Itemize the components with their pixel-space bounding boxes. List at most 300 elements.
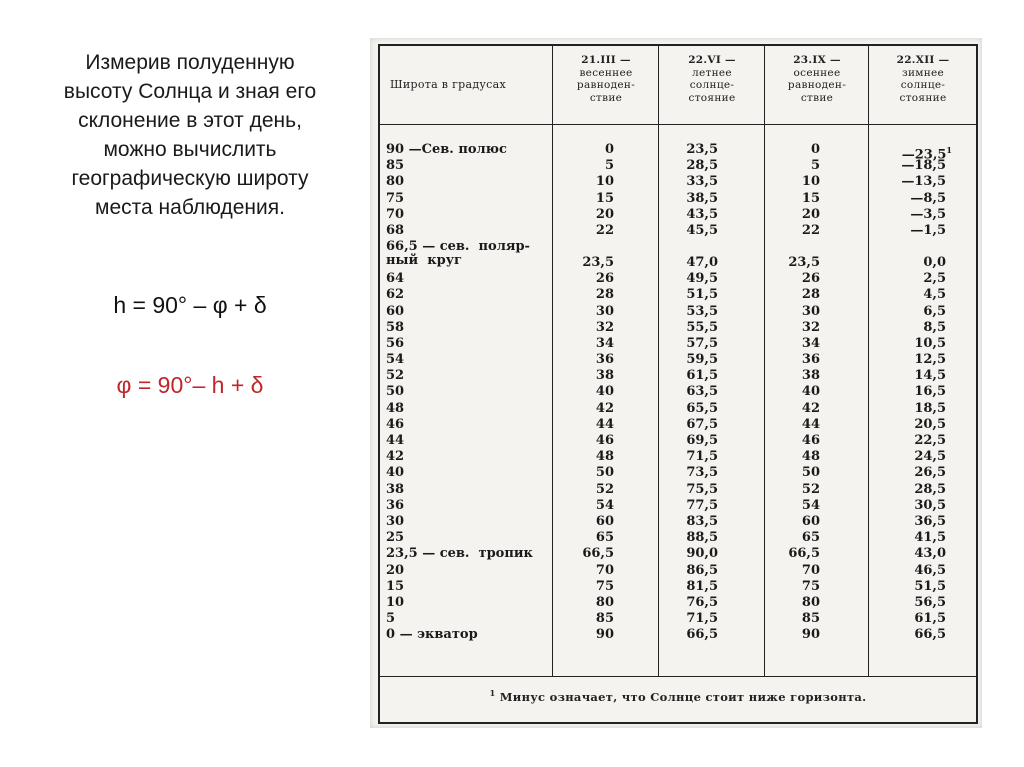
altitude-cell: [802, 417, 820, 433]
altitude-cell: [802, 514, 820, 530]
altitude-cell: [923, 304, 946, 320]
latitude-cell: 64: [386, 271, 405, 287]
altitude-value: 46: [595, 433, 614, 448]
altitude-cell: [686, 304, 718, 320]
table-row: [380, 611, 976, 627]
latitude-cell: 60: [386, 303, 405, 319]
latitude-cell: 38: [386, 481, 405, 497]
altitude-cell: [596, 304, 614, 320]
altitude-value: 49,5: [686, 271, 718, 287]
altitude-value: 10,5: [914, 335, 946, 351]
altitude-cell: [582, 255, 614, 271]
header-line: зимнее: [901, 66, 945, 79]
explanation-line: Измерив полуденную: [85, 51, 295, 74]
altitude-cell: [596, 287, 614, 303]
altitude-cell: [802, 336, 820, 352]
altitude-cell: [596, 433, 614, 449]
header-date: 21.III —: [581, 54, 631, 66]
header-date: 22.VI —: [688, 54, 736, 66]
altitude-value: —8,5: [910, 190, 946, 206]
altitude-cell: [596, 563, 614, 579]
altitude-cell: [596, 336, 614, 352]
header-line: солнце-: [689, 79, 735, 91]
altitude-cell: [802, 498, 820, 514]
footer-divider: [380, 676, 976, 677]
altitude-value: 67,5: [686, 416, 718, 432]
altitude-value: 34: [595, 335, 614, 351]
header-divider: [380, 124, 976, 125]
altitude-value: 47,0: [686, 255, 718, 271]
altitude-value: 46: [801, 433, 820, 448]
table-row: [380, 530, 976, 546]
altitude-value: 60: [801, 513, 820, 529]
altitude-cell: [923, 287, 946, 303]
altitude-cell: [582, 546, 614, 562]
altitude-cell: [914, 384, 946, 400]
altitude-value: 44: [801, 416, 820, 432]
altitude-value: 54: [801, 497, 820, 513]
altitude-value: 80: [801, 594, 820, 610]
altitude-value: 70: [595, 562, 614, 578]
table-row: [380, 498, 976, 514]
latitude-cell-continued: ный круг: [386, 253, 463, 269]
altitude-cell: [914, 563, 946, 579]
latitude-cell: 5: [386, 611, 396, 627]
altitude-value: 63,5: [686, 384, 718, 400]
altitude-value: 5: [810, 158, 820, 174]
table-row: [380, 433, 976, 449]
altitude-cell: [686, 579, 718, 595]
altitude-cell: [596, 223, 614, 239]
altitude-value: 20: [595, 206, 614, 222]
altitude-cell: [686, 320, 718, 336]
table-body: [380, 142, 976, 643]
altitude-cell: [914, 465, 946, 481]
header-line: летнее: [692, 66, 732, 79]
altitude-value: 38,5: [686, 190, 718, 206]
latitude-cell: 40: [386, 465, 405, 481]
altitude-cell: [914, 352, 946, 368]
altitude-value: 30: [595, 303, 614, 319]
altitude-value: 85: [595, 611, 614, 627]
scanned-table-image: [370, 38, 982, 728]
altitude-cell: [686, 514, 718, 530]
table-row: [380, 158, 976, 174]
altitude-value: 52: [801, 481, 820, 497]
altitude-cell: [596, 482, 614, 498]
altitude-value: 52: [595, 481, 614, 497]
altitude-cell: [686, 207, 718, 223]
altitude-cell: [686, 563, 718, 579]
altitude-cell: [802, 174, 820, 190]
table-row: [380, 287, 976, 303]
table-row: [380, 352, 976, 368]
altitude-value: —18,5: [901, 158, 946, 174]
altitude-cell: [802, 207, 820, 223]
altitude-cell: [914, 595, 946, 611]
header-date: 23.IX —: [793, 54, 841, 66]
explanation-line: склонение в этот день,: [78, 109, 302, 132]
altitude-value: 36: [595, 352, 614, 368]
altitude-cell: [596, 465, 614, 481]
table-row: [380, 320, 976, 336]
altitude-value: 22: [801, 222, 820, 238]
altitude-value: 26: [595, 271, 614, 287]
altitude-value: 32: [801, 319, 820, 335]
altitude-cell: [686, 482, 718, 498]
latitude-cell: 44: [386, 433, 405, 448]
altitude-value: 23,5: [686, 142, 718, 157]
altitude-cell: [686, 191, 718, 207]
altitude-cell: [788, 546, 820, 562]
altitude-cell: [686, 546, 718, 562]
altitude-cell: [686, 287, 718, 303]
altitude-cell: [914, 449, 946, 465]
table-row: [380, 546, 976, 562]
altitude-value: 20: [801, 206, 820, 222]
altitude-value: 16,5: [914, 384, 946, 400]
header-date: 22.XII —: [896, 54, 950, 66]
altitude-value: 65: [801, 530, 820, 546]
table-row: [380, 304, 976, 320]
table-row: [380, 465, 976, 481]
altitude-cell: [686, 223, 718, 239]
altitude-value: 86,5: [686, 562, 718, 578]
header-autumn-equinox: [766, 54, 868, 104]
altitude-value: 26,5: [914, 465, 946, 481]
altitude-cell: [596, 320, 614, 336]
header-line: солнце-: [900, 79, 946, 91]
altitude-value: 66,5: [914, 627, 946, 643]
altitude-value: 2,5: [923, 271, 946, 287]
altitude-value: 50: [801, 465, 820, 481]
sun-altitude-table: [378, 44, 978, 724]
altitude-value: 20,5: [914, 416, 946, 432]
altitude-cell: [596, 611, 614, 627]
altitude-value: 54: [595, 497, 614, 513]
altitude-cell: [811, 158, 820, 174]
latitude-cell: 80: [386, 174, 405, 190]
header-latitude: Широта в градусах: [390, 78, 507, 91]
altitude-value: 45,5: [686, 222, 718, 238]
table-row: [380, 191, 976, 207]
altitude-cell: [923, 271, 946, 287]
table-row: [380, 563, 976, 579]
altitude-cell: [596, 498, 614, 514]
altitude-cell: [686, 627, 718, 643]
altitude-value: 66,5: [788, 546, 820, 562]
altitude-value: 44: [595, 416, 614, 432]
header-spring-equinox: [554, 54, 658, 104]
altitude-value: 0: [604, 142, 614, 157]
footnote-reference: 1: [946, 145, 952, 155]
altitude-cell: [923, 320, 946, 336]
altitude-value: 36,5: [914, 513, 946, 529]
explanation-line: места наблюдения.: [95, 196, 285, 219]
altitude-value: 38: [595, 368, 614, 384]
altitude-value: 46,5: [914, 562, 946, 578]
altitude-cell: [686, 498, 718, 514]
altitude-cell: [914, 611, 946, 627]
altitude-cell: [596, 530, 614, 546]
altitude-cell: [788, 255, 820, 271]
latitude-cell: 30: [386, 513, 405, 529]
latitude-cell: 52: [386, 368, 405, 384]
altitude-cell: [686, 449, 718, 465]
altitude-cell: [596, 207, 614, 223]
header-summer-solstice: [660, 54, 764, 104]
altitude-value: 65,5: [686, 400, 718, 416]
altitude-cell: [596, 579, 614, 595]
altitude-cell: [802, 627, 820, 643]
altitude-cell: [802, 401, 820, 417]
altitude-value: 60: [595, 513, 614, 529]
altitude-value: 33,5: [686, 174, 718, 190]
altitude-value: 15: [801, 190, 820, 206]
header-line: равноден-: [576, 79, 636, 91]
altitude-cell: [596, 368, 614, 384]
altitude-value: —1,5: [910, 222, 946, 238]
altitude-value: 6,5: [923, 303, 946, 319]
altitude-cell: [802, 595, 820, 611]
latitude-cell: 58: [386, 319, 405, 335]
altitude-cell: [802, 368, 820, 384]
explanation-line: можно вычислить: [103, 138, 277, 161]
latitude-cell: 25: [386, 530, 405, 546]
altitude-value: 41,5: [914, 530, 946, 546]
altitude-cell: [802, 433, 820, 449]
altitude-value: 75: [801, 578, 820, 594]
altitude-value: 36: [801, 352, 820, 368]
altitude-cell: [923, 255, 946, 271]
altitude-value: 61,5: [686, 368, 718, 384]
table-row: [380, 482, 976, 498]
altitude-cell: [686, 336, 718, 352]
table-row: [380, 174, 976, 190]
altitude-cell: [802, 287, 820, 303]
altitude-cell: [910, 223, 946, 239]
altitude-value: 90: [801, 627, 820, 643]
table-row: [380, 239, 976, 271]
altitude-cell: [802, 223, 820, 239]
altitude-value: 53,5: [686, 303, 718, 319]
table-row: [380, 271, 976, 287]
altitude-value: 42: [595, 400, 614, 416]
altitude-value: 43,5: [686, 206, 718, 222]
altitude-cell: [914, 401, 946, 417]
altitude-cell: [802, 304, 820, 320]
altitude-cell: [802, 482, 820, 498]
altitude-cell: [686, 368, 718, 384]
altitude-cell: [596, 401, 614, 417]
altitude-value: 51,5: [686, 287, 718, 303]
latitude-cell: 90 —Сев. полюс: [386, 142, 507, 157]
altitude-cell: [686, 174, 718, 190]
altitude-value: 61,5: [914, 611, 946, 627]
formula-latitude: φ = 90°– h + δ: [116, 372, 264, 398]
table-row: [380, 449, 976, 465]
latitude-cell: 36: [386, 497, 405, 513]
altitude-cell: [802, 449, 820, 465]
altitude-value: 55,5: [686, 319, 718, 335]
altitude-value: 30,5: [914, 497, 946, 513]
altitude-value: 81,5: [686, 578, 718, 594]
altitude-value: 51,5: [914, 578, 946, 594]
explanation-line: высоту Солнца и зная его: [63, 80, 317, 103]
altitude-cell: [901, 158, 946, 174]
altitude-cell: [802, 579, 820, 595]
altitude-cell: [596, 595, 614, 611]
header-line: ствие: [589, 91, 623, 104]
altitude-cell: [686, 352, 718, 368]
altitude-cell: [686, 595, 718, 611]
altitude-cell: [596, 627, 614, 643]
table-row: [380, 417, 976, 433]
altitude-value: 75,5: [686, 481, 718, 497]
altitude-cell: [802, 611, 820, 627]
altitude-cell: [914, 546, 946, 562]
altitude-cell: [910, 207, 946, 223]
latitude-cell: 75: [386, 190, 405, 206]
altitude-cell: [802, 384, 820, 400]
altitude-cell: [914, 433, 946, 449]
latitude-cell: 46: [386, 416, 405, 432]
altitude-value: 23,5: [788, 255, 820, 271]
latitude-cell: 66,5 — сев. поляр-: [386, 239, 530, 255]
altitude-cell: [802, 465, 820, 481]
latitude-cell: 48: [386, 400, 405, 416]
altitude-value: 32: [595, 319, 614, 335]
table-row: [380, 223, 976, 239]
altitude-cell: [605, 158, 614, 174]
altitude-value: 42: [801, 400, 820, 416]
table-row: [380, 142, 976, 163]
altitude-value: 22,5: [914, 433, 946, 448]
latitude-cell: 10: [386, 594, 405, 610]
latitude-cell: 42: [386, 449, 405, 465]
altitude-cell: [596, 174, 614, 190]
altitude-value: 88,5: [686, 530, 718, 546]
altitude-value: 34: [801, 335, 820, 351]
table-row: [380, 384, 976, 400]
altitude-cell: [914, 530, 946, 546]
altitude-value: 22: [595, 222, 614, 238]
altitude-value: 69,5: [686, 433, 718, 448]
altitude-value: 5: [604, 158, 614, 174]
latitude-cell: 50: [386, 384, 405, 400]
altitude-cell: [914, 579, 946, 595]
latitude-cell: 23,5 — сев. тропик: [386, 546, 533, 562]
altitude-cell: [901, 174, 946, 190]
altitude-value: 83,5: [686, 513, 718, 529]
altitude-cell: [686, 465, 718, 481]
altitude-cell: [914, 498, 946, 514]
latitude-cell: 70: [386, 206, 405, 222]
altitude-cell: [596, 271, 614, 287]
latitude-cell: 85: [386, 158, 405, 174]
altitude-value: 12,5: [914, 352, 946, 368]
altitude-cell: [914, 336, 946, 352]
table-row: [380, 207, 976, 223]
header-line: осеннее: [793, 66, 841, 79]
altitude-value: —23,5: [901, 147, 947, 163]
altitude-cell: [802, 563, 820, 579]
header-line: ствие: [800, 91, 834, 104]
altitude-cell: [596, 514, 614, 530]
altitude-value: 50: [595, 465, 614, 481]
altitude-value: 90,0: [686, 546, 718, 562]
table-row: [380, 595, 976, 611]
altitude-value: 15: [595, 190, 614, 206]
table-row: [380, 336, 976, 352]
explanation-text: [30, 48, 350, 222]
altitude-value: 24,5: [914, 449, 946, 465]
altitude-value: 66,5: [582, 546, 614, 562]
table-row: [380, 368, 976, 384]
altitude-value: 43,0: [914, 546, 946, 562]
altitude-value: 28: [595, 287, 614, 303]
altitude-value: 14,5: [914, 368, 946, 384]
altitude-value: 23,5: [582, 255, 614, 271]
altitude-cell: [686, 433, 718, 449]
formula-height: h = 90° – φ + δ: [113, 292, 267, 318]
altitude-value: 4,5: [923, 287, 946, 303]
altitude-cell: [802, 191, 820, 207]
altitude-value: 90: [595, 627, 614, 643]
altitude-cell: [596, 191, 614, 207]
altitude-cell: [686, 417, 718, 433]
altitude-cell: [686, 530, 718, 546]
altitude-cell: [802, 271, 820, 287]
latitude-cell: 68: [386, 222, 405, 238]
altitude-cell: [811, 142, 820, 158]
table-row: [380, 514, 976, 530]
altitude-value: 73,5: [686, 465, 718, 481]
altitude-value: 85: [801, 611, 820, 627]
latitude-cell: 54: [386, 352, 405, 368]
altitude-cell: [914, 627, 946, 643]
table-row: [380, 579, 976, 595]
altitude-cell: [802, 352, 820, 368]
altitude-value: 18,5: [914, 400, 946, 416]
altitude-value: 40: [801, 384, 820, 400]
altitude-value: 75: [595, 578, 614, 594]
altitude-cell: [802, 320, 820, 336]
altitude-value: —13,5: [901, 174, 946, 190]
altitude-value: 28,5: [914, 481, 946, 497]
latitude-cell: 0 — экватор: [386, 627, 478, 643]
altitude-value: 10: [801, 174, 820, 190]
altitude-value: 80: [595, 594, 614, 610]
latitude-cell: 62: [386, 287, 405, 303]
altitude-cell: [914, 514, 946, 530]
altitude-cell: [686, 158, 718, 174]
header-line: стояние: [899, 91, 947, 104]
altitude-value: 66,5: [686, 627, 718, 643]
altitude-cell: [910, 191, 946, 207]
altitude-value: 0: [810, 142, 820, 157]
altitude-value: 48: [595, 449, 614, 465]
altitude-cell: [596, 352, 614, 368]
altitude-value: 71,5: [686, 611, 718, 627]
altitude-cell: [686, 271, 718, 287]
altitude-value: 28: [801, 287, 820, 303]
altitude-value: 0,0: [923, 255, 946, 271]
footnote-text: Минус означает, что Солнце стоит ниже горизонта.: [499, 689, 867, 704]
altitude-cell: [914, 368, 946, 384]
table-row: [380, 627, 976, 643]
footnote-mark: 1: [489, 688, 496, 698]
